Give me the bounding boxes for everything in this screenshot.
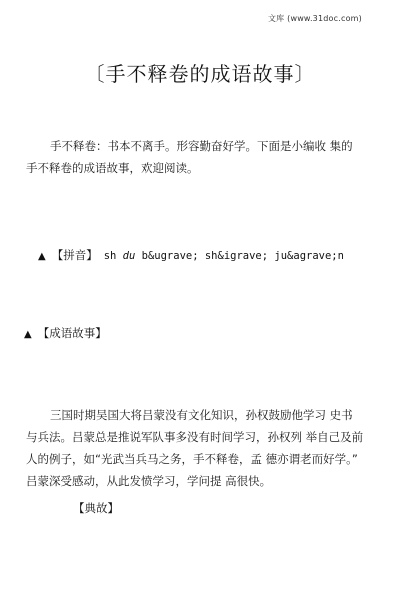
- story-paragraph: [26, 404, 366, 492]
- intro-line-1: [26, 135, 366, 157]
- story-heading-label: 【成语故事】: [37, 326, 107, 340]
- document-source-header: 文库 (www.31doc.com): [267, 14, 362, 23]
- story-line-2: 与兵法。吕蒙总是推说军队事多没有时间学习，孙权列 举自己及前: [26, 430, 364, 444]
- story-line-3: 人的例子，如“光武当兵马之务，手不释卷，孟 德亦谓老而好学。”: [26, 452, 358, 466]
- pinyin-line: [38, 247, 344, 263]
- story-heading: [24, 325, 107, 341]
- document-title: 〔手不释卷的成语故事〕: [84, 62, 316, 86]
- triangle-bullet-icon: ▲: [24, 329, 32, 340]
- intro-line-1-text: 手不释卷：书本不离手。形容勤奋好学。下面是小编收 集的: [50, 139, 353, 153]
- pinyin-label: 【拼音】: [51, 248, 98, 262]
- allusion-heading: 【典故】: [73, 501, 119, 515]
- pinyin-text-suffix: b&ugrave; sh&igrave; ju&agrave;n: [135, 250, 344, 262]
- story-line-1: [26, 404, 366, 426]
- pinyin-text-italic: du: [122, 250, 136, 262]
- intro-line-2: 手不释卷的成语故事，欢迎阅读。: [26, 161, 199, 175]
- story-line-4: 吕蒙深受感动，从此发愤学习，学问提 高很快。: [26, 474, 272, 488]
- intro-paragraph: [26, 135, 366, 179]
- story-line-1-text: 三国时期吴国大将吕蒙没有文化知识，孙权鼓励他学习 史书: [50, 408, 353, 422]
- pinyin-text-prefix: sh: [103, 250, 123, 262]
- pinyin-text: [104, 250, 344, 262]
- triangle-bullet-icon: ▲: [38, 251, 46, 262]
